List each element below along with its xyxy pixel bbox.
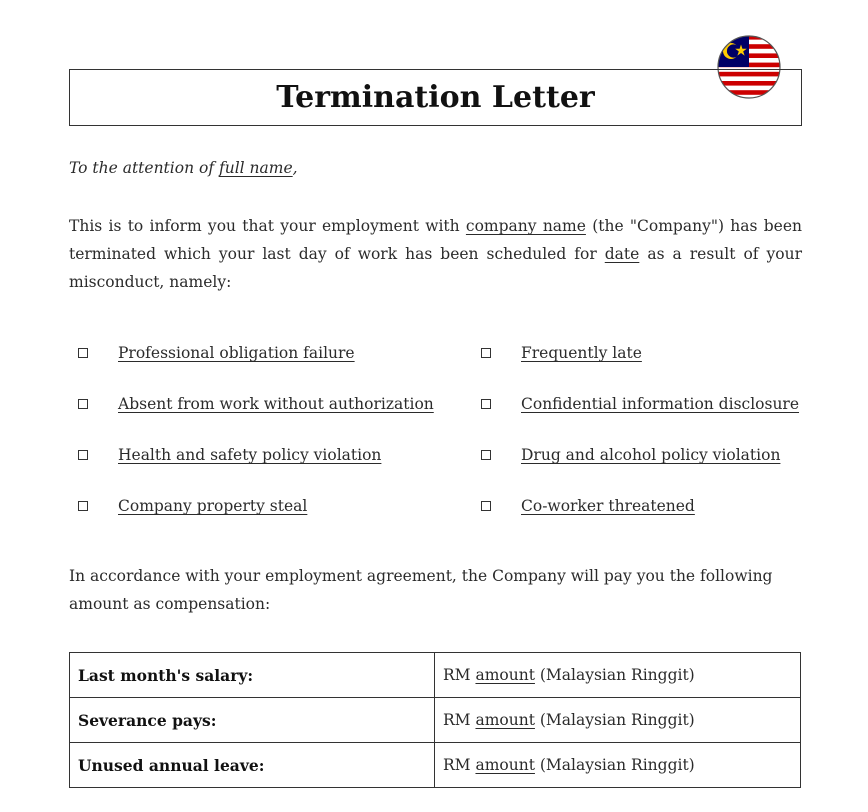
table-row (70, 653, 801, 698)
intro-text-1: This is to inform you that your employment with (69, 217, 466, 235)
date-field[interactable]: date (604, 245, 640, 263)
checkbox[interactable] (481, 450, 491, 460)
compensation-label: Severance pays: (70, 698, 435, 743)
recipient-name-field[interactable]: full name (218, 159, 293, 177)
reason-item[interactable] (481, 495, 695, 517)
attention-prefix: To the attention of (69, 159, 219, 177)
reason-item[interactable] (481, 342, 642, 364)
checkbox[interactable] (481, 501, 491, 511)
compensation-table (69, 652, 801, 788)
checkbox[interactable] (481, 348, 491, 358)
compensation-paragraph: In accordance with your employment agreement, the Company will pay you the following amount as compensation: (69, 567, 773, 613)
intro-text-3: as a result of your misconduct, namely: (69, 245, 802, 291)
title-box (69, 69, 802, 126)
page-title: Termination Letter (276, 80, 595, 115)
reason-label: Co-worker threatened (521, 497, 695, 515)
currency-unit: (Malaysian Ringgit) (534, 756, 695, 774)
reason-label: Confidential information disclosure (521, 395, 800, 413)
checkbox[interactable] (481, 399, 491, 409)
compensation-value (435, 743, 801, 788)
checkbox[interactable] (78, 399, 88, 409)
intro-text-2: (the "Company") has been terminated which your last day of work has been scheduled for (69, 217, 802, 263)
reason-item[interactable] (481, 393, 799, 415)
reason-label: Professional obligation failure (118, 344, 355, 362)
compensation-label: Unused annual leave: (70, 743, 435, 788)
table-row (70, 698, 801, 743)
reason-item[interactable] (78, 495, 307, 517)
reason-item[interactable] (78, 444, 381, 466)
currency-unit: (Malaysian Ringgit) (534, 666, 695, 684)
table-row (70, 743, 801, 788)
compensation-value (435, 698, 801, 743)
attention-suffix: , (292, 159, 298, 177)
reason-item[interactable] (78, 342, 355, 364)
currency-label: RM (443, 666, 476, 684)
reason-label: Drug and alcohol policy violation (521, 446, 781, 464)
reason-label: Frequently late (521, 344, 642, 362)
amount-field[interactable]: amount (475, 711, 535, 729)
compensation-label: Last month's salary: (70, 653, 435, 698)
reason-item[interactable] (481, 444, 780, 466)
reason-label: Company property steal (118, 497, 308, 515)
amount-field[interactable]: amount (475, 666, 535, 684)
company-name-field[interactable]: company name (465, 217, 586, 235)
checkbox[interactable] (78, 348, 88, 358)
checkbox[interactable] (78, 450, 88, 460)
attention-line (69, 154, 802, 182)
intro-paragraph (69, 212, 802, 296)
compensation-value (435, 653, 801, 698)
reason-label: Absent from work without authorization (118, 395, 434, 413)
currency-label: RM (443, 756, 476, 774)
reason-label: Health and safety policy violation (118, 446, 382, 464)
currency-unit: (Malaysian Ringgit) (534, 711, 695, 729)
amount-field[interactable]: amount (475, 756, 535, 774)
currency-label: RM (443, 711, 476, 729)
checkbox[interactable] (78, 501, 88, 511)
reason-item[interactable] (78, 393, 434, 415)
